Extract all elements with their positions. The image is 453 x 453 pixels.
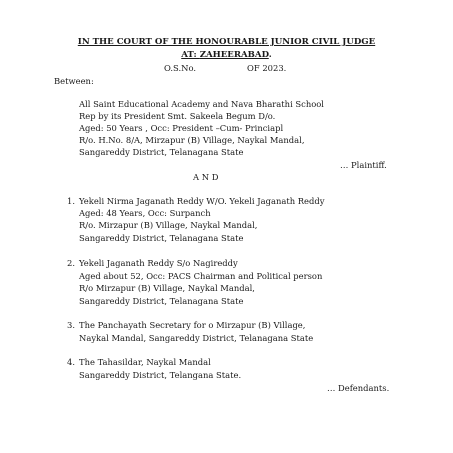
defendant-line: R/o. Mirzapur (B) Village, Naykal Mandal, [79, 220, 258, 230]
court-title: IN THE COURT OF THE HONOURABLE JUNIOR CIVIL JUDGE [77, 37, 376, 47]
defendant-line: The Tahasildar, Naykal Mandal [79, 357, 211, 367]
defendant-line: Sangareddy District, Telanagana State [79, 233, 244, 243]
plaintiff-line: Aged: 50 Years , Occ: President –Cum- Princiapl [79, 123, 284, 133]
between-label: Between: [54, 76, 94, 86]
defendant-line: Yekeli Nirma Jaganath Reddy W/O. Yekeli Jaganath Reddy [79, 196, 325, 206]
defendant-number: 3. [67, 320, 75, 330]
defendant-line: Yekeli Jaganath Reddy S/o Nagireddy [79, 258, 238, 268]
defendant-line: R/o Mirzapur (B) Village, Naykal Mandal, [79, 283, 255, 293]
plaintiff-line: Sangareddy District, Telanagana State [79, 147, 244, 157]
plaintiff-line: All Saint Educational Academy and Nava Bharathi School [79, 99, 324, 109]
plaintiff-role: … Plaintiff. [340, 160, 387, 170]
defendant-number: 2. [67, 258, 75, 268]
and-separator: A N D [193, 172, 219, 182]
defendant-line: Sangareddy District, Telangana State. [79, 370, 242, 380]
os-number-label: O.S.No. [164, 63, 197, 73]
defendants-role: … Defendants. [327, 383, 390, 393]
defendant-number: 1. [67, 196, 75, 206]
defendant-line: Aged about 52, Occ: PACS Chairman and Political person [79, 271, 323, 281]
defendant-number: 4. [67, 357, 75, 367]
location-prefix: AT: [181, 50, 200, 60]
defendant-line: Aged: 48 Years, Occ: Surpanch [79, 208, 211, 218]
court-location-line [0, 50, 453, 60]
plaintiff-line: R/o. H.No. 8/A, Mirzapur (B) Village, Naykal Mandal, [79, 135, 305, 145]
os-year: OF 2023. [247, 63, 287, 73]
location-name: ZAHEERABAD [199, 50, 269, 60]
defendant-line: Sangareddy District, Telanagana State [79, 296, 244, 306]
defendant-line: The Panchayath Secretary for o Mirzapur (B) Village, [79, 320, 306, 330]
defendant-line: Naykal Mandal, Sangareddy District, Telanagana State [79, 333, 314, 343]
plaintiff-line: Rep by its President Smt. Sakeela Begum D/o. [79, 111, 276, 121]
location-suffix: . [268, 50, 272, 60]
